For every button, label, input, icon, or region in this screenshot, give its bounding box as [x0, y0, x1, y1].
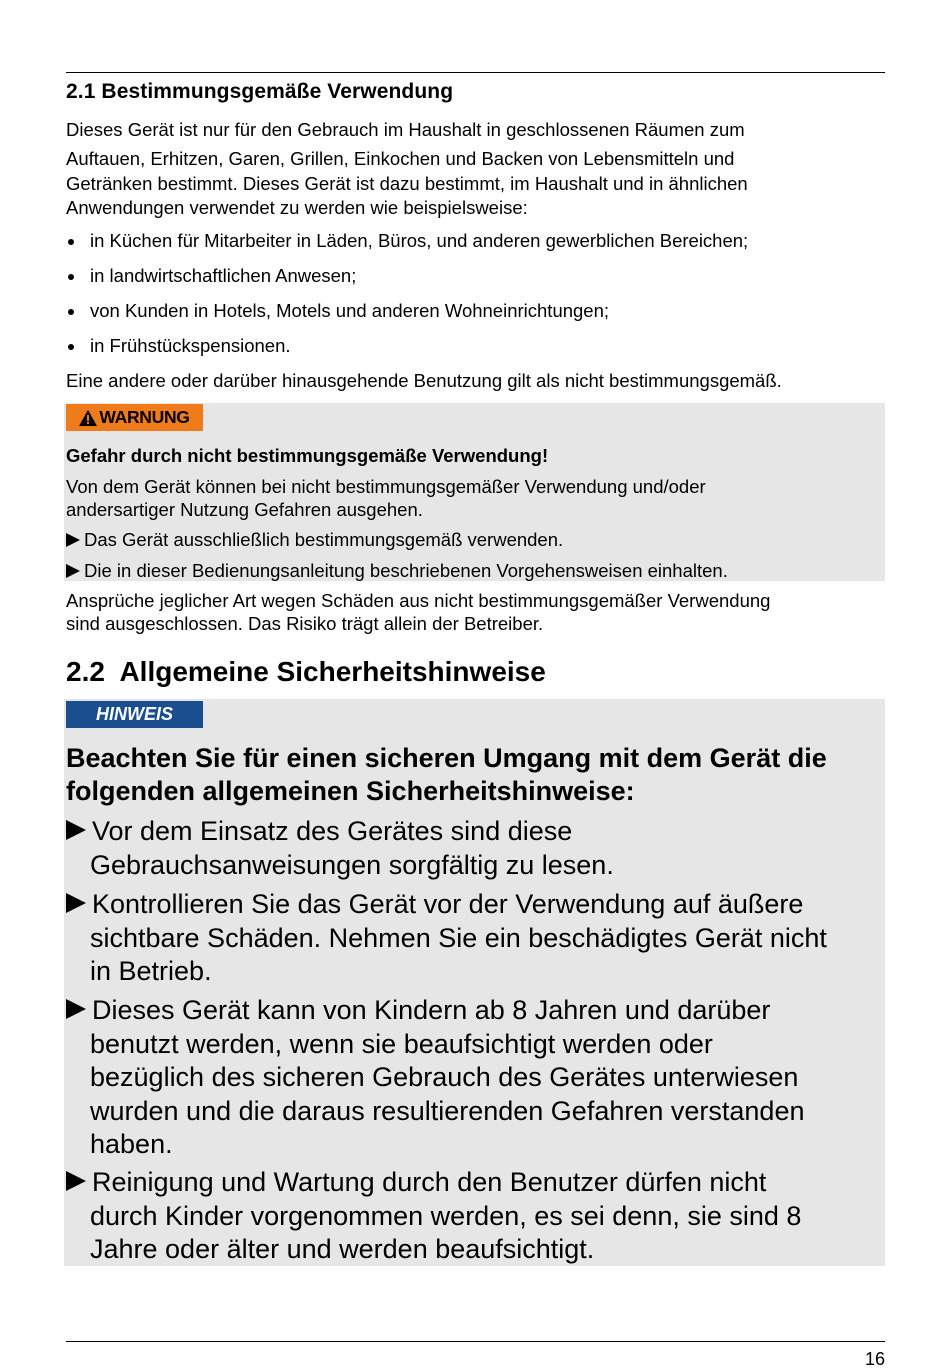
hint-title: Beachten Sie für einen sicheren Umgang mit dem Gerät die folgenden allgemeinen Sicherheitshinweise:	[66, 743, 827, 806]
usage-closing: Eine andere oder darüber hinausgehende Benutzung gilt als nicht bestimmungsgemäß.	[66, 370, 782, 391]
bullet-icon	[68, 274, 74, 280]
warning-triangle-icon	[79, 410, 97, 426]
usage-bullet-list	[66, 229, 748, 369]
arrow-right-icon	[66, 533, 80, 547]
bullet-icon	[68, 239, 74, 245]
list-item: von Kunden in Hotels, Motels und anderen Wohneinrichtungen;	[66, 299, 748, 334]
arrow-right-icon	[66, 564, 80, 578]
arrow-right-icon	[66, 893, 86, 913]
warning-badge: WARNUNG	[66, 404, 203, 431]
arrow-right-icon	[66, 1171, 86, 1191]
warning-text-line: Von dem Gerät können bei nicht bestimmungsgemäßer Verwendung und/oder	[66, 476, 706, 497]
warning-title: Gefahr durch nicht bestimmungsgemäße Verwendung!	[66, 445, 549, 466]
section-2-2-heading: 2.2 Allgemeine Sicherheitshinweise	[66, 656, 546, 687]
list-item: in landwirtschaftlichen Anwesen;	[66, 264, 748, 299]
warning-action: Die in dieser Bedienungsanleitung beschriebenen Vorgehensweisen einhalten.	[66, 559, 728, 583]
arrow-right-icon	[66, 820, 86, 840]
intro-line: Getränken bestimmt. Dieses Gerät ist dazu bestimmt, im Haushalt und in ähnlichen	[66, 173, 748, 194]
list-item: in Küchen für Mitarbeiter in Läden, Büros, und anderen gewerblichen Bereichen;	[66, 229, 748, 264]
liability-line: Ansprüche jeglicher Art wegen Schäden aus nicht bestimmungsgemäßer Verwendung	[66, 590, 771, 611]
hint-item: Dieses Gerät kann von Kindern ab 8 Jahren und darüber benutzt werden, wenn sie beaufsichtigt werden oder bezüglich des sicheren Gebrauch des Gerätes unterwiesen wurden und die daraus resultierenden Gefahren verstanden haben.	[66, 994, 885, 1162]
bullet-icon	[68, 309, 74, 315]
hint-item: Vor dem Einsatz des Gerätes sind diese Gebrauchsanweisungen sorgfältig zu lesen.	[66, 815, 885, 882]
warning-text-line: andersartiger Nutzung Gefahren ausgehen.	[66, 499, 423, 520]
warning-action: Das Gerät ausschließlich bestimmungsgemäß verwenden.	[66, 528, 563, 552]
hint-item: Kontrollieren Sie das Gerät vor der Verwendung auf äußere sichtbare Schäden. Nehmen Sie ein beschädigtes Gerät nicht in Betrieb.	[66, 888, 885, 989]
intro-line: Auftauen, Erhitzen, Garen, Grillen, Einkochen und Backen von Lebensmitteln und	[66, 148, 735, 169]
hint-item: Reinigung und Wartung durch den Benutzer dürfen nicht durch Kinder vorgenommen werden, es sei denn, sie sind 8 Jahre oder älter und werden beaufsichtigt.	[66, 1166, 885, 1267]
arrow-right-icon	[66, 999, 86, 1019]
intro-line: Dieses Gerät ist nur für den Gebrauch im Haushalt in geschlossenen Räumen zum	[66, 119, 745, 140]
bullet-icon	[68, 344, 74, 350]
liability-line: sind ausgeschlossen. Das Risiko trägt allein der Betreiber.	[66, 613, 544, 634]
hint-badge: HINWEIS	[66, 701, 203, 728]
intro-line: Anwendungen verwendet zu werden wie beispielsweise:	[66, 197, 528, 218]
section-2-1-heading: 2.1 Bestimmungsgemäße Verwendung	[66, 80, 454, 103]
bottom-rule	[66, 1341, 885, 1342]
top-rule	[66, 72, 885, 73]
page-number: 16	[864, 1349, 885, 1369]
list-item: in Frühstückspensionen.	[66, 334, 748, 369]
